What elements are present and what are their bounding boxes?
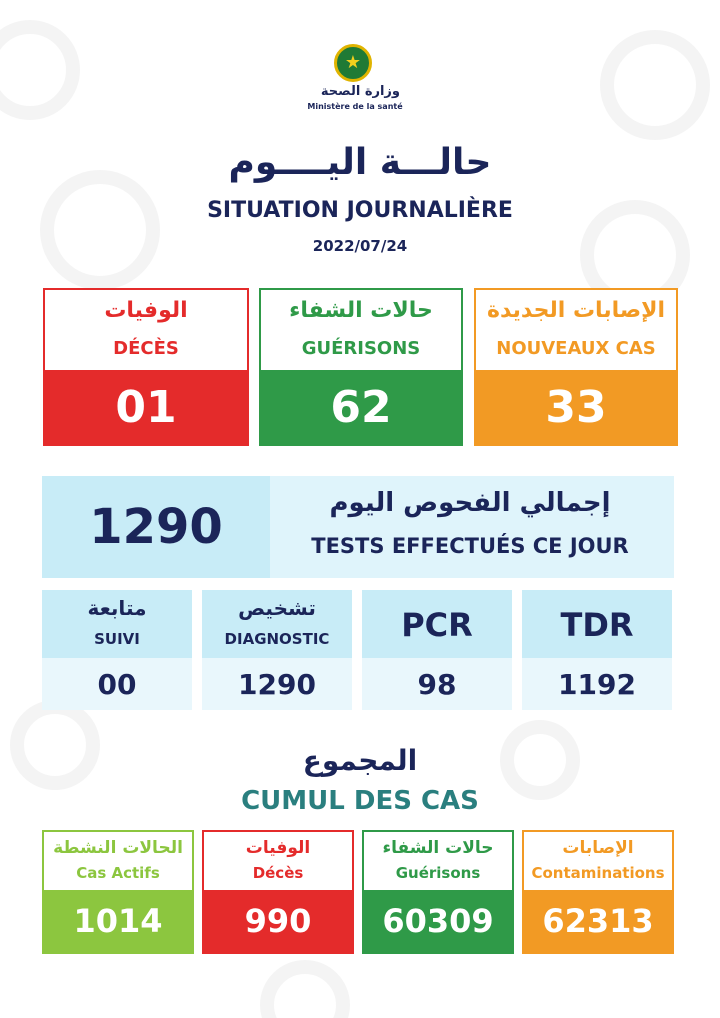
suivi-label-ar: متابعة	[87, 596, 147, 620]
cumulative-title-fr: CUMUL DES CAS	[241, 786, 479, 816]
virus-decoration	[0, 20, 80, 120]
virus-decoration	[40, 170, 160, 290]
tests-total-value: 1290	[42, 476, 270, 578]
report-date: 2022/07/24	[312, 237, 408, 255]
suivi-value: 00	[42, 658, 192, 710]
diagnostic-label-ar: تشخيص	[238, 596, 316, 620]
cum-deaths-value: 990	[204, 890, 352, 952]
contaminations-label-fr: Contaminations	[531, 864, 665, 882]
active-value: 1014	[44, 890, 192, 952]
cum-deaths-label-fr: Décès	[252, 864, 304, 882]
cum-deaths-label-ar: الوفيات	[245, 838, 311, 858]
pcr-value: 98	[362, 658, 512, 710]
cumulative-deaths-card	[202, 830, 354, 954]
active-cases-card	[42, 830, 194, 954]
page-title-ar: حالـــة اليــــوم	[228, 142, 492, 183]
ministry-logo	[334, 44, 372, 82]
active-label-ar: الحالات النشطة	[53, 838, 183, 858]
page-title-fr: SITUATION JOURNALIÈRE	[207, 198, 513, 223]
virus-decoration	[260, 960, 350, 1018]
virus-decoration	[600, 30, 710, 140]
new-cases-value: 33	[476, 370, 676, 444]
ministry-name-fr: Ministère de la santé	[307, 102, 403, 111]
diagnostic-value: 1290	[202, 658, 352, 710]
recovered-value: 62	[261, 370, 461, 444]
contaminations-label-ar: الإصابات	[562, 838, 634, 858]
contaminations-card	[522, 830, 674, 954]
deaths-value: 01	[45, 370, 247, 444]
cum-recovered-value: 60309	[364, 890, 512, 952]
cumulative-recovered-card	[362, 830, 514, 954]
recovered-label-fr: GUÉRISONS	[301, 338, 421, 359]
tests-label-fr: TESTS EFFECTUÉS CE JOUR	[311, 534, 629, 558]
contaminations-value: 62313	[524, 890, 672, 952]
cum-recovered-label-fr: Guérisons	[395, 864, 481, 882]
recovered-label-ar: حالات الشفاء	[289, 298, 433, 323]
new-cases-label-fr: NOUVEAUX CAS	[496, 338, 656, 359]
tdr-value: 1192	[522, 658, 672, 710]
suivi-label-fr: SUIVI	[94, 630, 140, 648]
diagnostic-label-fr: DIAGNOSTIC	[224, 630, 330, 648]
deaths-label-ar: الوفيات	[104, 298, 188, 323]
tdr-label: TDR	[560, 606, 634, 644]
tests-label-ar: إجمالي الفحوص اليوم	[329, 488, 611, 518]
recovered-card	[259, 288, 463, 446]
deaths-card	[43, 288, 249, 446]
deaths-label-fr: DÉCÈS	[113, 338, 179, 359]
active-label-fr: Cas Actifs	[76, 864, 160, 882]
pcr-label: PCR	[401, 606, 473, 644]
star-crescent-icon: ★	[344, 52, 362, 73]
cum-recovered-label-ar: حالات الشفاء	[382, 838, 494, 858]
cumulative-title-ar: المجموع	[302, 744, 418, 777]
new-cases-card	[474, 288, 678, 446]
new-cases-label-ar: الإصابات الجديدة	[486, 298, 666, 323]
ministry-name-ar: وزارة الصحة	[320, 84, 400, 99]
